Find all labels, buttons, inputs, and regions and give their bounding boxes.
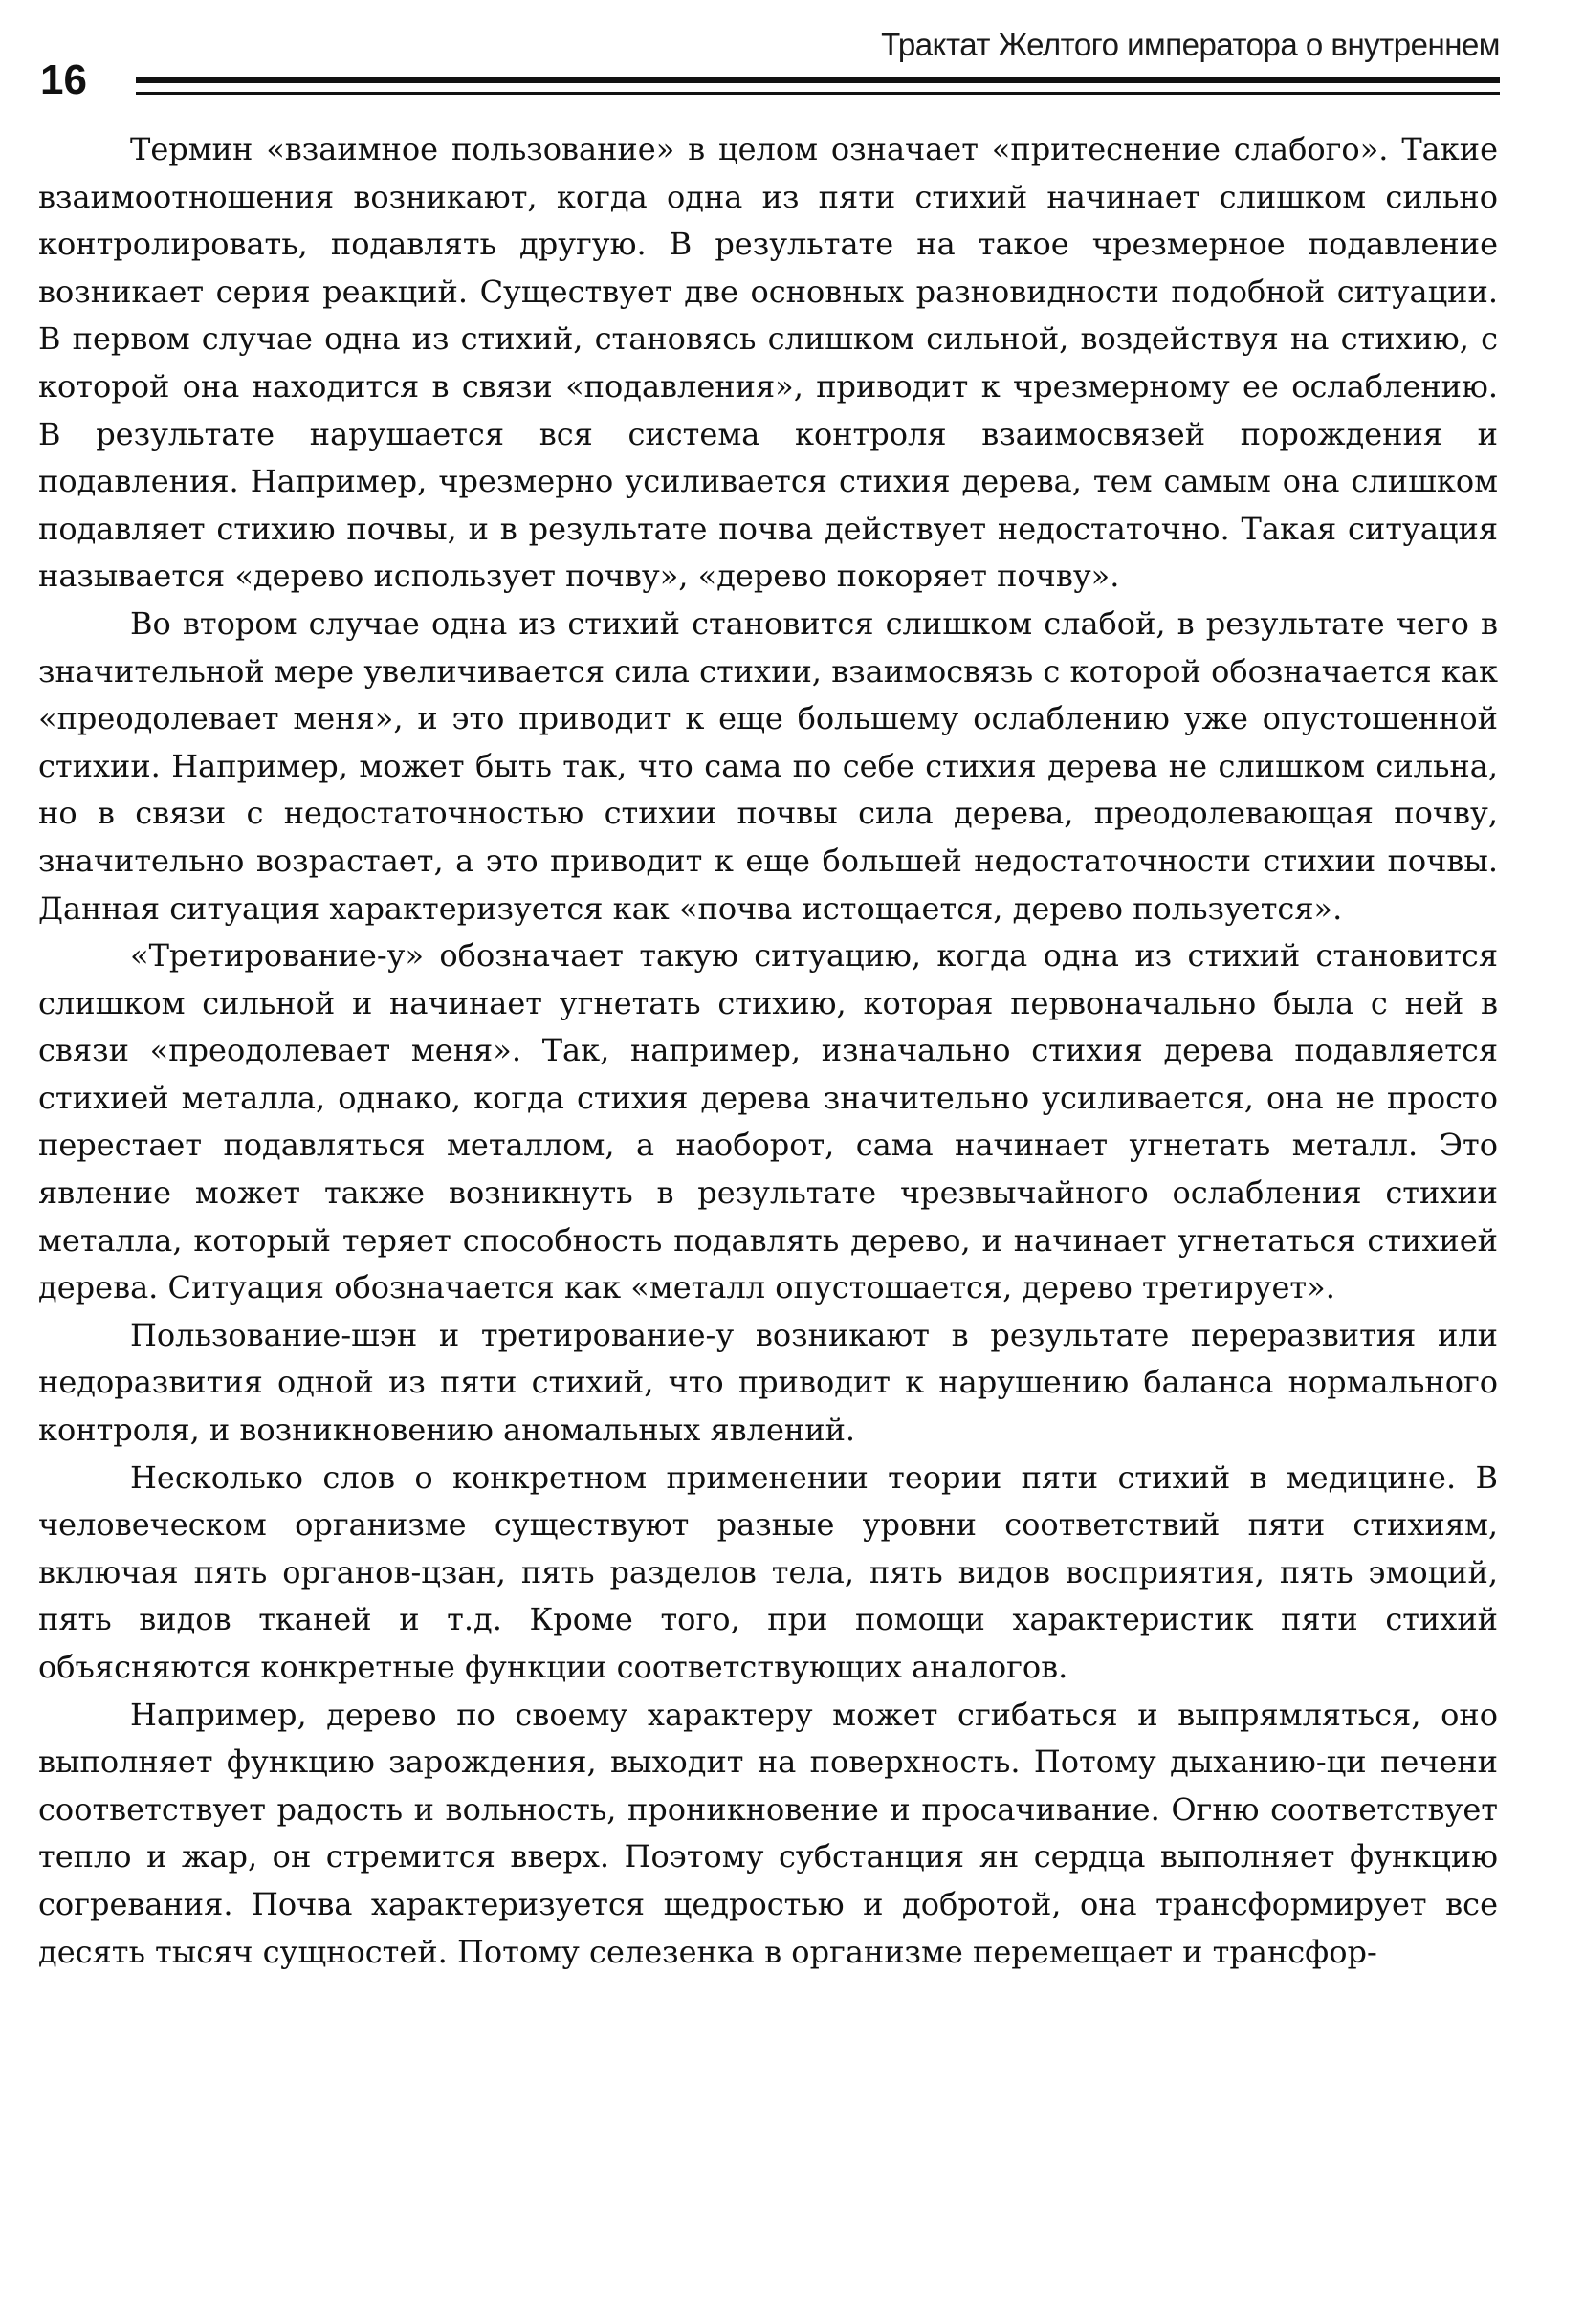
running-head-title: Трактат Желтого императора о внутреннем [881,27,1500,62]
paragraph-5: Несколько слов о конкретном применении теории пяти стихий в медицине. В человеческом организме существуют разные уровни соответствий пяти стихиям, включая пять органов-цзан, пять разделов тела, пять видов восприятия, пять эмоций, пять видов тканей и т.д. Кроме того, при помощи характеристик пяти стихий объясняются конкретные функции соответствующих аналогов. [38,1458,1498,1685]
paragraph-1: Термин «взаимное пользование» в целом означает «притеснение слабого». Такие взаимоотношения возникают, когда одна из пяти стихий начинает слишком сильно контролировать, подавлять другую. В результате на такое чрезмерное подавление возникает серия реакций. Существует две основных разновидности подобной ситуации. В первом случае одна из стихий, становясь слишком сильной, воздействуя на стихию, с которой она находится в связи «подавления», приводит к чрезмерному ее ослаблению. В результате нарушается вся система контроля взаимосвязей порождения и подавления. Например, чрезмерно усиливается стихия дерева, тем самым она слишком подавляет стихию почвы, и в результате почва действует недостаточно. Такая ситуация называется «дерево использует почву», «дерево покоряет почву». [38,131,1498,595]
paragraph-3: «Третирование-у» обозначает такую ситуацию, когда одна из стихий становится слишком сильной и начинает угнетать стихию, которая первоначально была с ней в связи «преодолевает меня». Так, например, изначально стихия дерева подавляется стихией металла, однако, когда стихия дерева значительно усиливается, она не просто перестает подавляться металлом, а наоборот, сама начинает угнетать металл. Это явление может также возникнуть в результате чрезвычайного ослабления стихии металла, который теряет способность подавлять дерево, и начинает угнетаться стихией дерева. Ситуация обозначается как «металл опустошается, дерево третирует». [38,937,1498,1306]
paragraph-4: Пользование-шэн и третирование-у возникают в результате переразвития или недоразвития одной из пяти стихий, что приводит к нарушению баланса нормального контроля, и возникновению аномальных явлений. [38,1316,1498,1449]
paragraph-2: Во втором случае одна из стихий становится слишком слабой, в результате чего в значительной мере увеличивается сила стихии, взаимосвязь с которой обозначается как «преодолевает меня», и это приводит к еще большему ослаблению уже опустошенной стихии. Например, может быть так, что сама по себе стихия дерева не слишком сильна, но в связи с недостаточностью стихии почвы сила дерева, преодолевающая почву, значительно возрастает, а это приводит к еще большей недостаточности стихии почвы. Данная ситуация характеризуется как «почва истощается, дерево пользуется». [38,604,1498,927]
header-rule-thick [136,77,1500,83]
body-text [38,126,1498,1976]
header-rule-thin [136,92,1500,95]
paragraph-6: Например, дерево по своему характеру может сгибаться и выпрямляться, оно выполняет функцию зарождения, выходит на поверхность. Потому дыханию-ци печени соответствует радость и вольность, проникновение и просачивание. Огню соответствует тепло и жар, он стремится вверх. Поэтому субстанция ян сердца выполняет функцию согревания. Почва характеризуется щедростью и добротой, она трансформирует все десять тысяч сущностей. Потому селезенка в организме перемещает и трансфор- [38,1696,1498,1970]
page-number: 16 [40,56,87,103]
